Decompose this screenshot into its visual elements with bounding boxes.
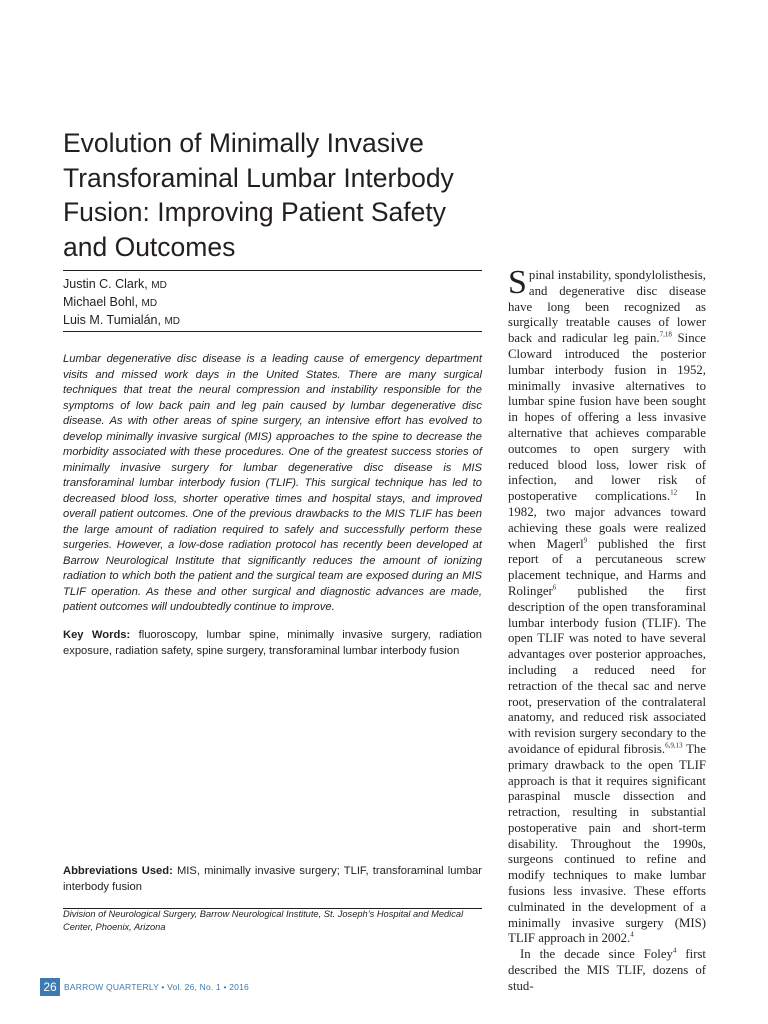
body-text: Since Cloward introduced the posterior lumbar interbody fusion in 1952, minimally invasive alternatives to lumbar spine fusion have been sought in hopes of offering a less invasive alternative that achieves comparable outcomes to open surgery with reduced blood loss, lower risk of infection, and lower risk of postoperative complications. [508,331,706,504]
authors-divider [63,331,482,332]
author-list [63,276,180,330]
author-degree: MD [151,280,167,291]
author-name: Justin C. Clark, [63,277,148,291]
citation: 4 [630,931,634,940]
title-divider [63,270,482,271]
abstract: Lumbar degenerative disc disease is a leading cause of emergency department visits and missed work days in the United States. There are many surgical techniques that treat the neural compression and instability responsible for the symptoms of low back pain and leg pain caused by lumbar degenerative disc disease. As with other areas of spine surgery, an intensive effort has evolved to develop minimally invasive surgical (MIS) approaches to the spine to decrease the morbidity associated with these procedures. One of the greatest success stories of minimally invasive surgery for lumbar degenerative disc disease is MIS transforaminal lumbar interbody fusion (TLIF). This surgical technique has led to decreased blood loss, shorter operative times and hospital stays, and improved overall patient outcomes. One of the previous drawbacks to the MIS TLIF has been the large amount of radiation required to safely and successfully perform these surgeries. However, a low-dose radiation protocol has recently been developed at Barrow Neurological Institute that significantly reduces the amount of ionizing radiation to which both the patient and the surgical team are exposed during an MIS TLIF operation. As these and other surgical and diagnostic advances are made, patient outcomes will undoubtedly continue to improve. [63,353,482,613]
author-1 [63,276,180,294]
citation: 4 [672,947,677,955]
citation: 7,18 [659,330,672,339]
abbreviations-text: MIS, minimally invasive surgery; TLIF, transforaminal lumbar interbody fusion [63,865,482,893]
page-footer [40,978,249,996]
citation: 6 [552,583,557,592]
abbreviations-label: Abbreviations Used: [63,865,173,877]
article-title: Evolution of Minimally Invasive Transforaminal Lumbar Interbody Fusion: Improving Patient Safety and Outcomes [63,128,454,262]
body-text: published the first report of a percutaneous screw placement technique, and Harms and Rolinger [508,536,706,598]
author-2 [63,294,180,312]
author-name: Luis M. Tumialán, [63,313,161,327]
citation: 12 [670,488,678,497]
body-text: first described the MIS TLIF, dozens of stud- [508,947,706,993]
keywords-text: fluoroscopy, lumbar spine, minimally invasive surgery, radiation exposure, radiation safety, spine surgery, transforaminal lumbar interbody fusion [63,629,482,657]
body-text: In 1982, two major advances toward achieving these goals were realized when Magerl [508,489,706,551]
body-text: published the first description of the open transforaminal lumbar interbody fusion (TLIF). The open TLIF was noted to have several advantages over posterior approaches, including a reduced need for retraction of the thecal sac and nerve root, preservation of the contralateral anatomy, and reduced risk associated with revision surgery secondary to the avoidance of epidural fibrosis. [508,583,706,756]
author-degree: MD [141,298,158,309]
affiliation: Division of Neurological Surgery, Barrow Neurological Institute, St. Joseph’s Hospital and Medical Center, Phoenix, Arizona [63,909,464,932]
keywords [63,628,482,659]
abbreviations [63,864,482,895]
author-name: Michael Bohl, [63,295,139,309]
citation: 6,9,13 [665,741,683,750]
author-degree: MD [164,316,181,327]
body-paragraph-2 [508,947,706,994]
keywords-label: Key Words: [63,629,131,641]
drop-cap: S [508,264,527,301]
body-paragraph-1 [508,264,706,947]
author-3 [63,312,180,330]
journal-info: BARROW QUARTERLY • Vol. 26, No. 1 • 2016 [64,982,249,992]
body-text: pinal instability, spondylolisthesis, and degenerative disc disease have long been recognized as surgically treatable causes of lower back and radicular leg pain. [508,268,706,346]
page-number: 26 [40,978,60,996]
body-text: In the decade since Foley [520,947,673,962]
body-text: The primary drawback to the open TLIF approach is that it requires significant paraspinal muscle dissection and retraction, resulting in substantial postoperative pain and short-term disability. Throughout the 1990s, surgeons continued to refine and modify techniques to make lumbar fusions less invasive. These efforts culminated in the development of a minimally invasive surgery (MIS) TLIF approach in 2002. [508,741,706,946]
body-text-column [508,264,706,993]
citation: 9 [583,536,588,545]
